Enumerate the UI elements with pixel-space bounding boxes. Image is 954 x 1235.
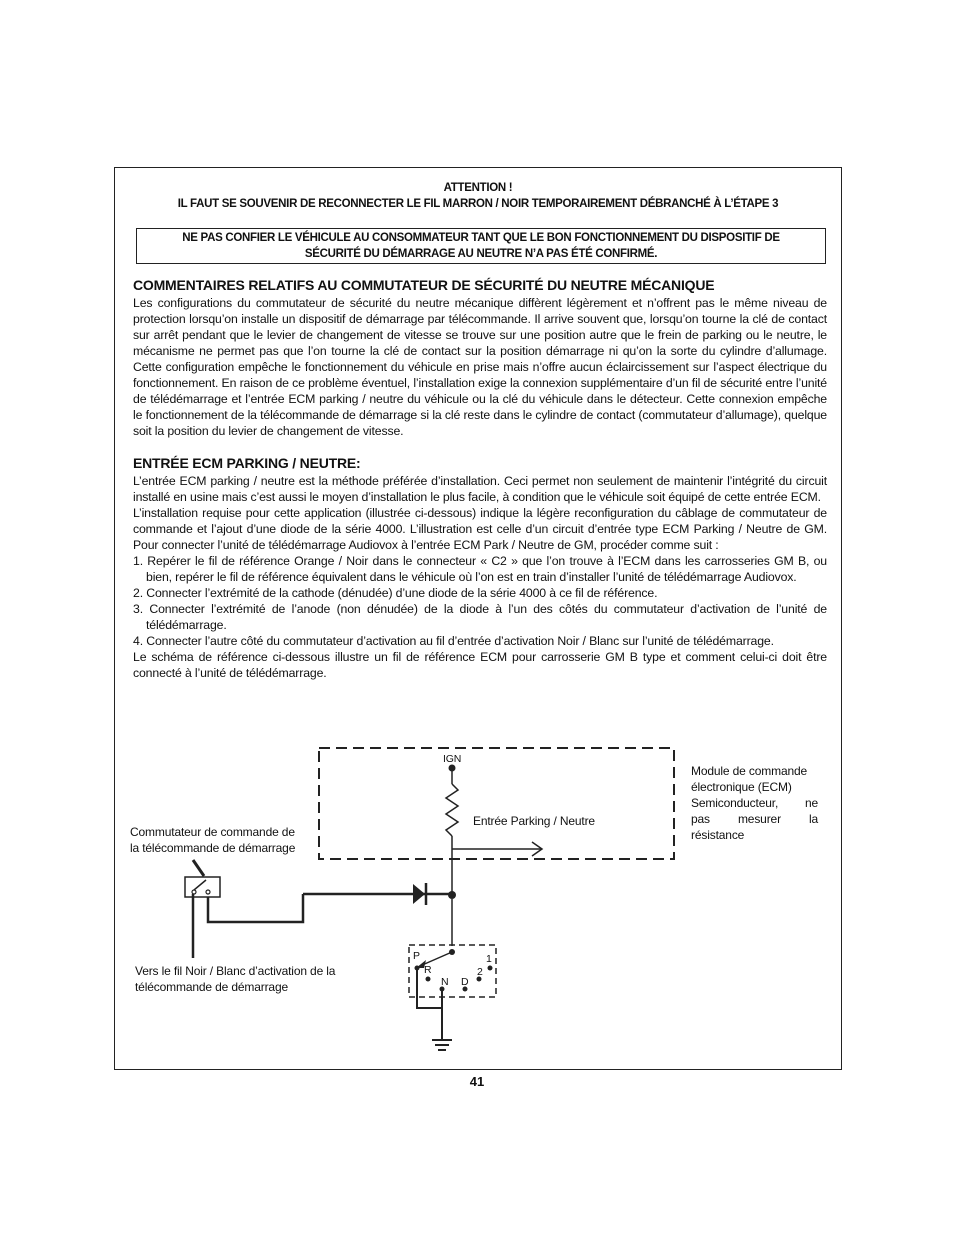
gear-label-2: 2 xyxy=(477,966,483,978)
attention-message: IL FAUT SE SOUVENIR DE RECONNECTER LE FIL MARRON / NOIR TEMPORAIREMENT DÉBRANCHÉ À L’ÉTAPE 3 xyxy=(177,198,779,210)
wire-label xyxy=(135,963,335,995)
ecm-label-line-4: pas mesurer la xyxy=(691,812,818,826)
gear-label-p: P xyxy=(413,950,420,962)
gear-label-r: R xyxy=(424,964,432,976)
warning-line-2: SÉCURITÉ DU DÉMARRAGE AU NEUTRE N’A PAS ÉTÉ CONFIRMÉ. xyxy=(304,248,658,260)
section2-heading: ENTRÉE ECM PARKING / NEUTRE: xyxy=(133,455,361,471)
section2-paragraph-2: L’installation requise pour cette application (illustrée ci-dessous) indique la légère reconfiguration du câblage de commutateur de commande et l’ajout d’une diode de la série 4000. L’illustration est celle d’un circuit d’entrée type ECM Parking / Neutre de GM. Pour connecter l’unité de télédémarrage Audiovox à l’entrée ECM Park / Neutre de GM, procéder comme suit : xyxy=(133,506,827,552)
gear-label-1: 1 xyxy=(486,953,492,965)
wire-label-line-2: télécommande de démarrage xyxy=(135,980,289,994)
step-item-3: 3. Connecter l’extrémité de l’anode (non dénudée) de la diode à l’un des côtés du commutateur d’activation de l’unité de télédémarrage. xyxy=(133,602,827,632)
resistor xyxy=(446,784,458,836)
section1-heading: COMMENTAIRES RELATIFS AU COMMUTATEUR DE SÉCURITÉ DU NEUTRE MÉCANIQUE xyxy=(133,277,715,293)
switch-to-diode-wire xyxy=(208,894,303,922)
gear-label-d: D xyxy=(461,976,469,988)
step-item-1: 1. Repérer le fil de référence Orange / Noir dans le connecteur « C2 » que l’on trouve à l’ECM dans les carrosseries GM B, ou bien, repérer le fil de référence équivalent dans le véhicule où l’on est en train d’installer l’unité de télédémarrage Audiovox. xyxy=(133,554,827,584)
section2-paragraph-1: L’entrée ECM parking / neutre est la méthode préférée d’installation. Ceci permet non seulement de maintenir l’intégrité du circuit installé en usine mais c’est aussi le moyen d’installation le plus facile, à condition que le véhicule soit équipé de cette entrée ECM. xyxy=(133,474,827,504)
ecm-label-line-2: électronique (ECM) xyxy=(691,780,792,794)
warning-line-1: NE PAS CONFIER LE VÉHICULE AU CONSOMMATEUR TANT QUE LE BON FONCTIONNEMENT DU DISPOSITIF DE xyxy=(182,232,780,244)
ecm-label xyxy=(691,763,818,843)
ecm-label-line-5: résistance xyxy=(691,828,745,842)
ecm-label-line-1: Module de commande xyxy=(691,764,808,778)
step-item-4: 4. Connecter l’autre côté du commutateur d’activation au fil d’entrée d’activation Noir / Blanc sur l’unité de télédémarrage. xyxy=(133,634,774,648)
switch-box xyxy=(185,877,220,897)
section1-paragraph: Les configurations du commutateur de sécurité du neutre mécanique diffèrent légèrement et n’offrent pas le même niveau de protection lorsqu’on installe un dispositif de démarrage par télécommande. Il arrive souvent que, lorsqu’on tourne la clé de contact sur arrêt pendant que le levier de changement de vitesse se trouve sur une position autre que le frein de parking ou le neutre, le mécanisme ne permet pas que l’on tourne la clé de contact sur la position démarrage ni qu’on la sorte du cylindre d’allumage. Cette configuration empêche le fonctionnement du véhicule en prise mais n’offre aucun éclaircissement sur l’aspect électrique du fonctionnement. En raison de ce problème éventuel, l’installation exige la connexion supplémentaire d’un fil de sécurité entre l’unité de télédémarrage et l’entrée ECM parking / neutre du véhicule ou la clé du véhicule dans le détecteur. Cette connexion empêche le fonctionnement de la télécommande de démarrage si la clé reste dans le cylindre de contact (commutateur d’allumage), quelque soit la position du levier de changement de vitesse. xyxy=(133,296,827,438)
step-item-2: 2. Connecter l’extrémité de la cathode (dénudée) d’une diode de la série 4000 à ce fil de référence. xyxy=(133,586,658,600)
switch-label-line-1: Commutateur de commande de xyxy=(130,825,295,839)
ecm-label-line-3: Semiconducteur, ne xyxy=(691,796,818,810)
wire-label-line-1: Vers le fil Noir / Blanc d’activation de la xyxy=(135,964,336,978)
gear-label-n: N xyxy=(441,976,449,988)
ecm-box xyxy=(319,748,674,859)
section2-paragraph-3: Le schéma de référence ci-dessous illustre un fil de référence ECM pour carrosserie GM B type et comment celui-ci doit être connecté à l’unité de télédémarrage. xyxy=(133,650,827,680)
switch-label-line-2: la télécommande de démarrage xyxy=(130,841,296,855)
entree-label: Entrée Parking / Neutre xyxy=(473,814,595,828)
switch-label xyxy=(130,824,295,856)
attention-title: ATTENTION ! xyxy=(443,182,513,194)
switch-actuator xyxy=(193,860,204,876)
ign-label: IGN xyxy=(443,753,462,765)
page-number: 41 xyxy=(469,1074,485,1089)
diode-triangle xyxy=(413,884,425,904)
